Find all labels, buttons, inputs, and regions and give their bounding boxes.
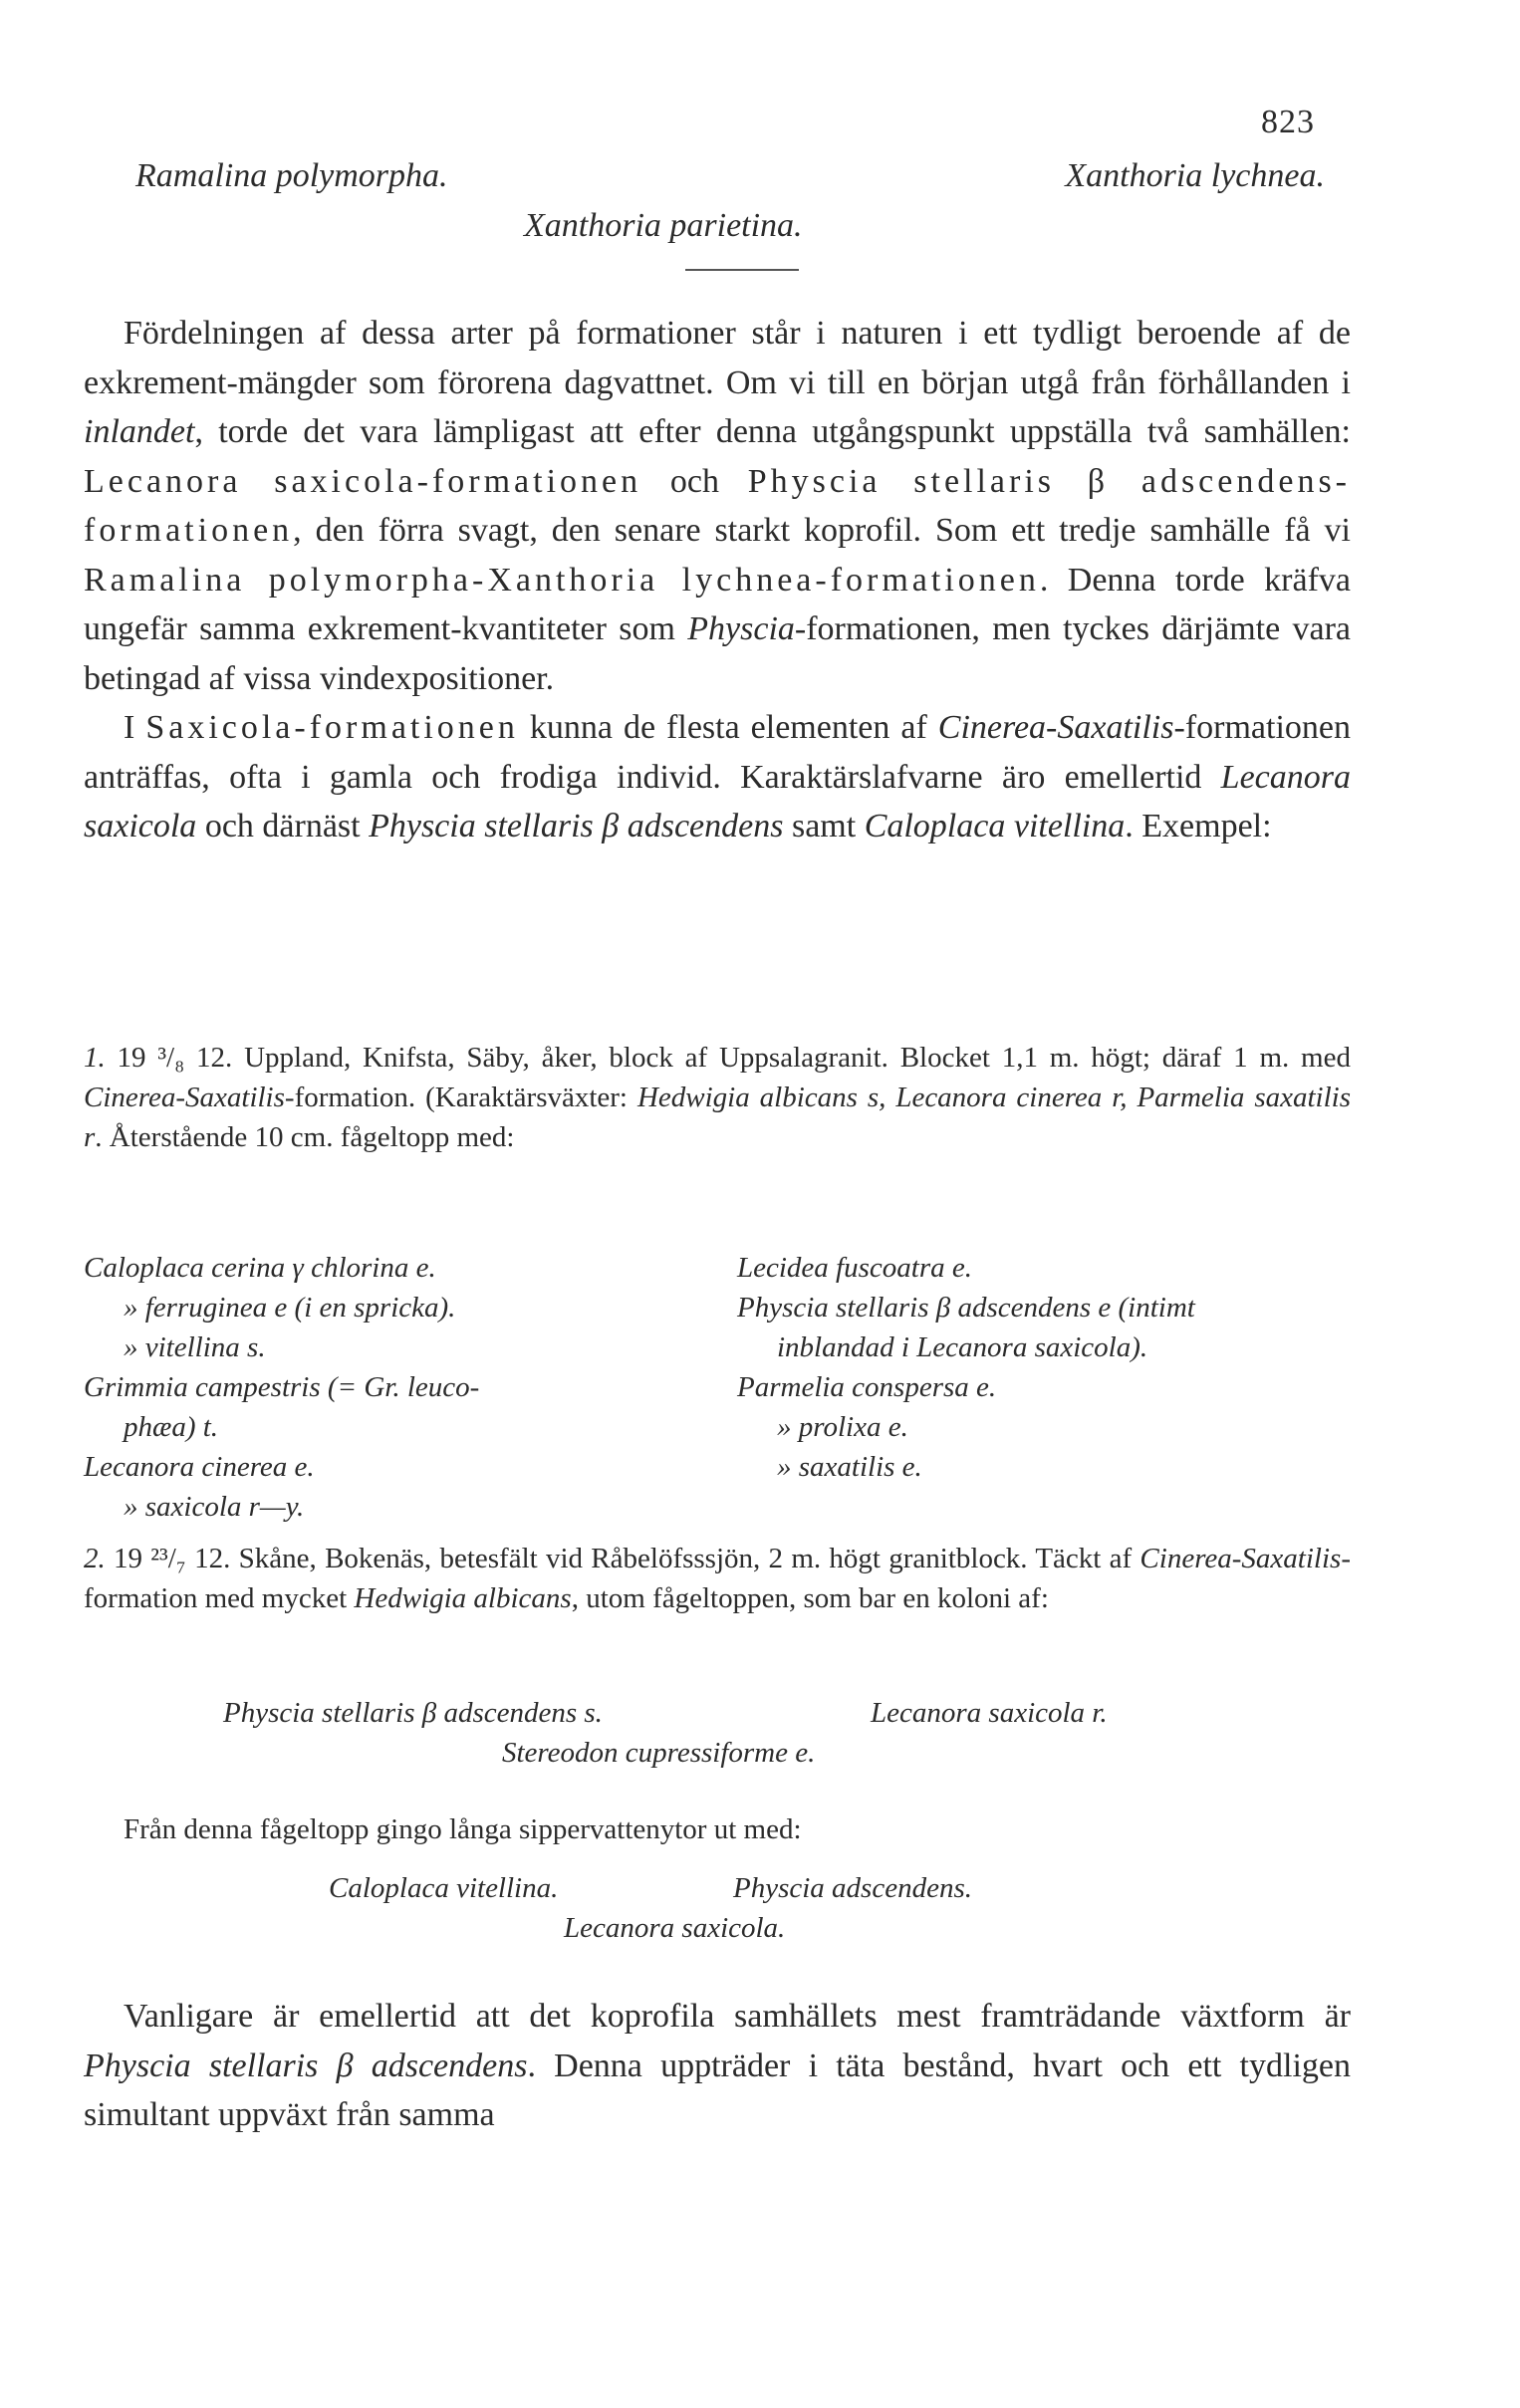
species-list-1-left <box>84 1248 721 1527</box>
list-item: Lecanora cinerea e. <box>84 1451 315 1483</box>
list-item: » saxatilis e. <box>777 1451 922 1483</box>
example-2: 2. 19 ²³/₇ 12. Skåne, Bokenäs, betesfält vid Råbelöfsssjön, 2 m. högt granitblock. Täckt af Cinerea-Saxatilis-formation med mycket Hedwigia albicans, utom fågeltoppen, som bar en koloni af: <box>84 1543 1351 1614</box>
list-item: » saxicola r—y. <box>124 1491 305 1523</box>
paragraph-saxicola: I Saxicola-formationen kunna de flesta elementen af Cinerea-Saxatilis-formationen anträffas, ofta i gamla och frodiga individ. Karaktärslafvarne äro emellertid Lecanora saxicola och därnäst Physcia stellaris β adscendens samt Caloplaca vitellina. Exempel: <box>84 709 1351 844</box>
list-item: Caloplaca cerina γ chlorina e. <box>84 1252 436 1284</box>
from-top-text: Från denna fågeltopp gingo långa sippervattenytor ut med: <box>124 1813 802 1845</box>
list-item: Caloplaca vitellina. <box>329 1872 559 1904</box>
list-item: Physcia stellaris β adscendens e (intimt <box>737 1292 1195 1324</box>
list-item: Lecanora saxicola r. <box>871 1697 1108 1729</box>
list-item: Lecanora saxicola. <box>564 1912 786 1944</box>
list-item: Parmelia conspersa e. <box>737 1371 997 1403</box>
list-item: Lecidea fuscoatra e. <box>737 1252 972 1284</box>
paragraph-koprofil: Vanligare är emellertid att det koprofila samhällets mest framträdande växtform är Physcia stellaris β adscendens. Denna uppträder i täta bestånd, hvart och ett tydligen simultant uppväxt från samma <box>84 1998 1351 2133</box>
list-item: Physcia stellaris β adscendens s. <box>223 1697 603 1729</box>
list-item: phæa) t. <box>124 1411 219 1443</box>
paragraph-text: Fördelningen af dessa arter på formationer står i naturen i ett tydligt beroende af de exkrement-mängder som förorena dagvattnet. Om vi till en början utgå från förhållanden i inlandet, torde det vara lämpligast att efter denna utgångspunkt uppställa två samhällen: Lecanora saxicola-formationen och Physcia stellaris β adscendens-formationen, den förra svagt, den senare starkt koprofil. Som ett tredje samhälle få vi Ramalina polymorpha-Xanthoria lychnea-formationen. Denna torde kräfva ungefär samma exkrement-kvantiteter som Physcia-formationen, men tyckes därjämte vara betingad af vissa vindexpositioner. <box>84 315 1351 697</box>
species-ramalina: Ramalina polymorpha. <box>135 157 448 194</box>
list-item: » ferruginea e (i en spricka). <box>124 1292 456 1324</box>
list-item: Grimmia campestris (= Gr. leuco- <box>84 1371 480 1403</box>
list-item: inblandad i Lecanora saxicola). <box>777 1331 1148 1363</box>
paragraph-distribution <box>84 309 1351 851</box>
example-1: 1. 19 ³/₈ 12. Uppland, Knifsta, Säby, åker, block af Uppsalagranit. Blocket 1,1 m. högt; däraf 1 m. med Cinerea-Saxatilis-formation. (Karaktärsväxter: Hedwigia albicans s, Lecanora cinerea r, Parmelia saxatilis r. Återstående 10 cm. fågeltopp med: <box>84 1042 1352 1153</box>
page-number: 823 <box>1261 104 1315 140</box>
list-item: » prolixa e. <box>777 1411 908 1443</box>
list-item: Physcia adscendens. <box>733 1872 972 1904</box>
species-list-3 <box>84 1868 1351 1948</box>
section-divider <box>685 269 799 271</box>
list-item: Stereodon cupressiforme e. <box>502 1737 816 1769</box>
species-list-2 <box>84 1693 1351 1773</box>
species-list-1-right <box>737 1248 1351 1487</box>
list-item: » vitellina s. <box>124 1331 266 1363</box>
species-xanthoria-parietina: Xanthoria parietina. <box>524 207 803 244</box>
species-xanthoria-lychnea: Xanthoria lychnea. <box>1065 157 1325 194</box>
species-list-1 <box>84 1248 1351 1537</box>
